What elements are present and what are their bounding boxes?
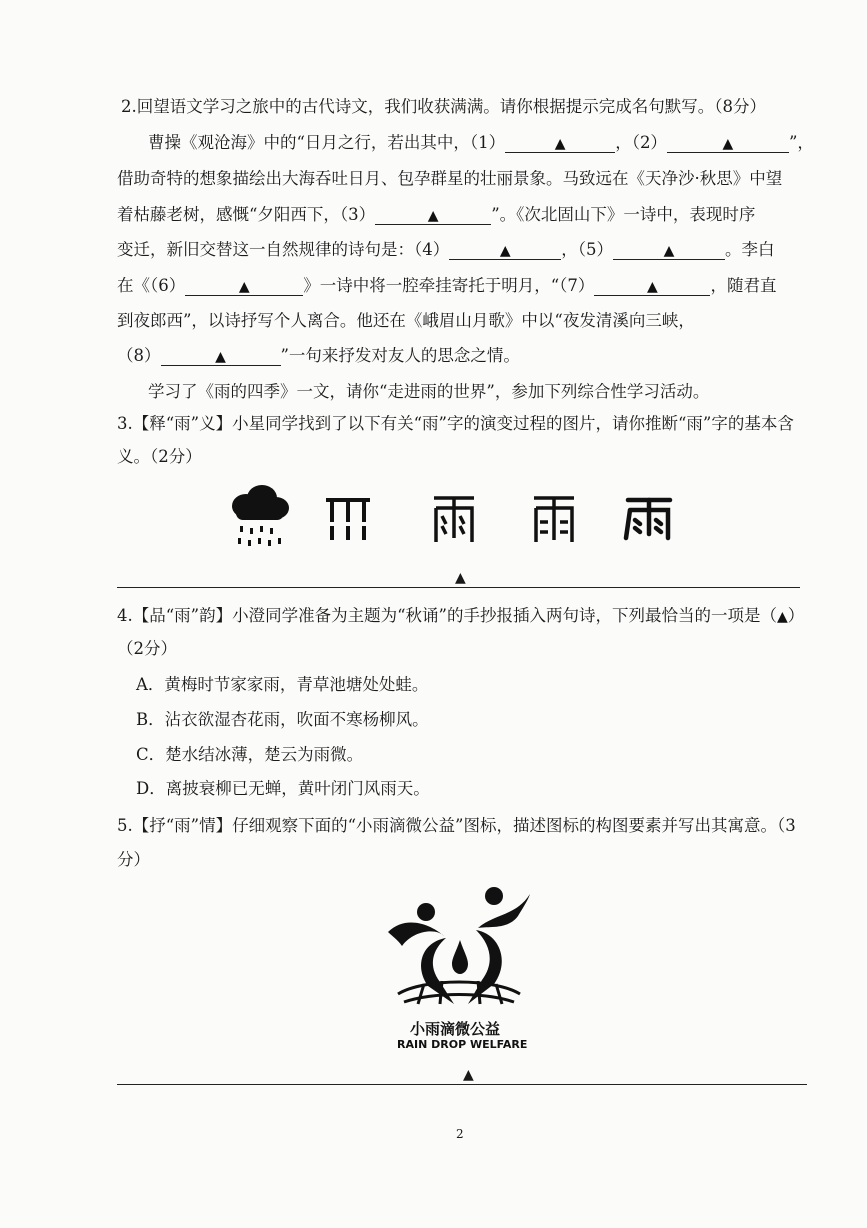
- logo-chinese-name: 小雨滴微公益: [410, 1020, 501, 1038]
- q2-line-4: 变迁，新旧交替这一自然规律的诗句是：（4） ▲ ，（5） ▲ 。李白: [117, 240, 775, 259]
- q3-answer-line[interactable]: [117, 587, 800, 588]
- q2-line-5: 在《（6） ▲ 》一诗中将一腔牵挂寄托于明月，“（7） ▲ ，随君直: [117, 276, 777, 295]
- q2-line-3: 着枯藤老树，感慨“夕阳西下，（3） ▲ ”。《次北固山下》一诗中，表现时序: [117, 205, 756, 224]
- answer-blank-5[interactable]: ▲: [613, 241, 725, 260]
- q2-line-6: 到夜郎西”，以诗抒写个人离合。他还在《峨眉山月歌》中以“夜发清溪向三峡，: [117, 311, 695, 330]
- rain-cloud-pictogram: [226, 484, 292, 552]
- q5-line-1: 5.【抒“雨”情】仔细观察下面的“小雨滴微公益”图标，描述图标的构图要素并写出其寓意。（3: [117, 816, 796, 835]
- q4-answer-blank[interactable]: ▲: [776, 609, 788, 625]
- logo-english-name: RAIN DROP WELFARE: [397, 1038, 528, 1051]
- answer-blank-4[interactable]: ▲: [449, 241, 561, 260]
- q5-answer-line[interactable]: [117, 1084, 807, 1085]
- bronze-rain-glyph: [430, 494, 478, 546]
- q4-line-1: 4.【品“雨”韵】小澄同学准备为主题为“秋诵”的手抄报插入两句诗，下列最恰当的一项是（▲）: [117, 606, 805, 625]
- q3-line-1: 3.【释“雨”义】小星同学找到了以下有关“雨”字的演变过程的图片，请你推断“雨”字的基本含: [117, 414, 794, 433]
- page-number: 2: [456, 1127, 464, 1141]
- q5-line-2: 分）: [117, 850, 150, 869]
- q2-line-2: 借助奇特的想象描绘出大海吞吐日月、包孕群星的壮丽景象。马致远在《天净沙·秋思》中望: [117, 169, 783, 188]
- q4-option-c[interactable]: C．楚水结冰薄，楚云为雨微。: [136, 745, 364, 764]
- q3-line-2: 义。（2分）: [117, 447, 202, 466]
- clerical-rain-glyph: [622, 494, 676, 544]
- answer-blank-7[interactable]: ▲: [594, 277, 710, 296]
- answer-blank-2[interactable]: ▲: [667, 134, 789, 153]
- q4-line-2: （2分）: [117, 639, 177, 658]
- q2-title: 2.回望语文学习之旅中的古代诗文，我们收获满满。请你根据提示完成名句默写。（8分）: [121, 97, 766, 116]
- answer-blank-3[interactable]: ▲: [375, 206, 491, 225]
- seal-script-rain-glyph: [530, 494, 578, 546]
- q5-answer-marker: ▲: [463, 1067, 474, 1083]
- answer-blank-6[interactable]: ▲: [185, 277, 303, 296]
- q3-answer-marker: ▲: [455, 570, 466, 586]
- rain-drop-welfare-logo: [384, 886, 534, 1014]
- answer-blank-8[interactable]: ▲: [161, 347, 281, 366]
- q2-line-7: （8） ▲ ”一句来抒发对友人的思念之情。: [117, 346, 520, 365]
- activity-intro: 学习了《雨的四季》一文，请你“走进雨的世界”，参加下列综合性学习活动。: [148, 382, 710, 401]
- oracle-bone-rain-glyph: [324, 494, 372, 544]
- q4-option-a[interactable]: A．黄梅时节家家雨，青草池塘处处蛙。: [136, 675, 429, 694]
- q4-option-b[interactable]: B．沾衣欲湿杏花雨，吹面不寒杨柳风。: [136, 710, 429, 729]
- answer-blank-1[interactable]: ▲: [505, 134, 615, 153]
- q4-option-d[interactable]: D．离披衰柳已无蝉，黄叶闭门风雨天。: [136, 779, 430, 798]
- q2-line-1: 曹操《观沧海》中的“日月之行，若出其中，（1） ▲ ，（2） ▲ ”，: [148, 133, 814, 152]
